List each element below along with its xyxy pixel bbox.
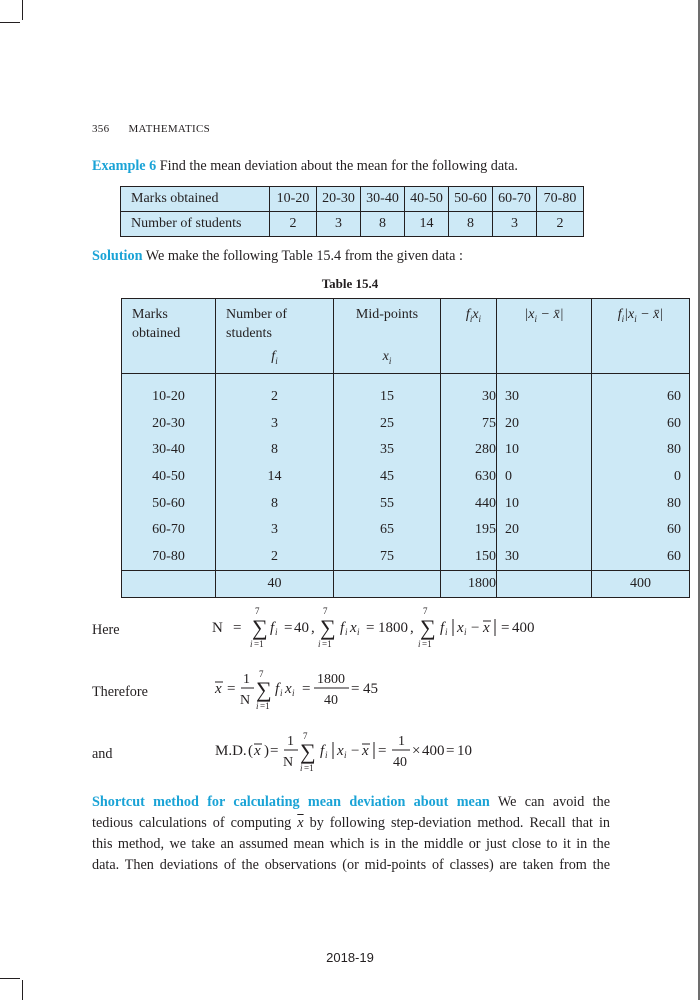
and-label: and (92, 746, 113, 762)
shortcut-title: Shortcut method for calculating mean deviation about mean (92, 794, 490, 810)
table-cell: 0 (592, 464, 690, 491)
table-cell: 3 (216, 411, 334, 438)
table-cell: 60 (592, 544, 690, 571)
table-cell: 2 (216, 374, 334, 411)
svg-text:N: N (283, 755, 294, 770)
footer-year: 2018-19 (326, 950, 374, 965)
svg-text:i: i (275, 627, 278, 637)
page-number: 356 (92, 123, 110, 135)
header-marks (122, 299, 216, 374)
table-cell: 30-40 (361, 187, 405, 212)
table-cell: 25 (334, 411, 441, 438)
svg-text:×: × (412, 743, 421, 759)
mean-formula (210, 666, 410, 714)
svg-text:i: i (344, 750, 347, 760)
svg-text:x: x (362, 743, 369, 759)
table-row (122, 517, 690, 544)
table-cell (497, 571, 592, 598)
table-row (122, 374, 690, 411)
table-cell: 80 (592, 437, 690, 464)
svg-text:f: f (270, 620, 275, 636)
svg-text:=: = (446, 743, 455, 759)
xbar-symbol: $\overline{x}$ (297, 815, 304, 831)
svg-text:∑: ∑ (256, 677, 272, 702)
svg-text:=: = (366, 620, 375, 636)
table-cell: 75 (441, 411, 497, 438)
svg-text:7: 7 (303, 731, 308, 741)
svg-text:=: = (351, 681, 360, 697)
md-result: 10 (457, 743, 472, 759)
md-denominator: 40 (393, 755, 407, 770)
table-cell: 30 (497, 374, 592, 411)
table-cell: 30 (497, 544, 592, 571)
table-cell: 630 (441, 464, 497, 491)
table-cell: 10 (497, 437, 592, 464)
solution-statement (92, 246, 463, 267)
total-students: 40 (216, 571, 334, 598)
table-cell: 30 (441, 374, 497, 411)
svg-text:7: 7 (255, 606, 260, 616)
svg-text:7: 7 (323, 606, 328, 616)
paragraph-line: this method, we take an assumed mean which is in the middle or just close to it in the (92, 836, 610, 852)
frequency-table (121, 298, 690, 598)
table-row (122, 544, 690, 571)
table-cell: 30-40 (122, 437, 216, 464)
table-total-row (122, 571, 690, 598)
table-row (122, 464, 690, 491)
svg-text:i: i (318, 639, 321, 649)
table-row (122, 437, 690, 464)
svg-text:x: x (337, 743, 344, 759)
svg-text:−: − (351, 743, 360, 759)
svg-text:): ) (264, 743, 269, 759)
svg-text:=1: =1 (260, 701, 270, 711)
svg-text:=: = (227, 681, 236, 697)
crop-mark (0, 22, 20, 23)
table-cell: 10-20 (122, 374, 216, 411)
example-label: Example 6 (92, 158, 157, 174)
running-header (92, 123, 210, 135)
table-cell: 3 (493, 212, 537, 237)
svg-text:x: x (285, 681, 292, 697)
svg-text:N: N (240, 693, 251, 708)
svg-text:N: N (212, 620, 223, 636)
table-header-row (122, 299, 690, 374)
table-cell: 40-50 (405, 187, 449, 212)
paragraph-text: by following step-deviation method. Recall that in (309, 815, 611, 831)
svg-text:∑: ∑ (252, 615, 268, 640)
svg-text:=: = (501, 620, 510, 636)
mean-deviation-formula (212, 728, 512, 776)
svg-text:−: − (471, 620, 480, 636)
table-cell: 35 (334, 437, 441, 464)
table-cell: 60-70 (122, 517, 216, 544)
svg-text:x: x (483, 620, 490, 636)
table-cell: 50-60 (449, 187, 493, 212)
therefore-label: Therefore (92, 684, 148, 700)
crop-mark (0, 978, 20, 979)
paragraph-text: We can avoid the (497, 794, 611, 810)
table-cell: 20-30 (317, 187, 361, 212)
svg-text:1: 1 (243, 672, 250, 687)
table-cell: 8 (216, 437, 334, 464)
total-fdev: 400 (592, 571, 690, 598)
svg-text:,: , (410, 620, 414, 636)
table-cell: 2 (216, 544, 334, 571)
svg-text:M.D.: M.D. (215, 743, 247, 759)
table-cell: 150 (441, 544, 497, 571)
table-cell: 8 (449, 212, 493, 237)
table-row (121, 212, 584, 237)
here-formula (200, 602, 560, 650)
table-cell: 20 (497, 517, 592, 544)
example-text: Find the mean deviation about the mean for the following data. (159, 158, 518, 174)
table-cell: 40-50 (122, 464, 216, 491)
svg-text:1: 1 (287, 734, 294, 749)
row-label: Marks obtained (121, 187, 270, 212)
svg-text:∑: ∑ (320, 615, 336, 640)
svg-text:i: i (300, 763, 303, 773)
table-cell: 60 (592, 411, 690, 438)
solution-text: We make the following Table 15.4 from the given data : (145, 248, 463, 264)
svg-text:f: f (440, 620, 445, 636)
table-row (122, 411, 690, 438)
table-cell: 15 (334, 374, 441, 411)
mean-result: 45 (363, 681, 378, 697)
svg-text:=: = (378, 743, 387, 759)
section-title: MATHEMATICS (128, 123, 210, 135)
header-symbol: $f_i$ (271, 349, 278, 366)
table-cell: 195 (441, 517, 497, 544)
svg-text:=1: =1 (422, 639, 432, 649)
table-cell: 20-30 (122, 411, 216, 438)
total-fx: 1800 (441, 571, 497, 598)
svg-text:x: x (350, 620, 357, 636)
svg-text:i: i (250, 639, 253, 649)
data-table (120, 186, 584, 237)
svg-text:i: i (345, 627, 348, 637)
table-cell: 55 (334, 490, 441, 517)
table-cell: 14 (405, 212, 449, 237)
svg-text:x: x (457, 620, 464, 636)
header-students (216, 299, 334, 374)
svg-text:∑: ∑ (300, 739, 316, 764)
shortcut-paragraph (92, 792, 610, 876)
table-cell: 65 (334, 517, 441, 544)
svg-text:(: ( (248, 743, 253, 759)
svg-text:7: 7 (423, 606, 428, 616)
table-cell: 20 (497, 411, 592, 438)
paragraph-line: data. Then deviations of the observations (or mid-points of classes) are taken from the (92, 857, 610, 873)
md-factor: 400 (422, 743, 445, 759)
table-cell: 3 (317, 212, 361, 237)
table-cell: 70-80 (537, 187, 584, 212)
solution-label: Solution (92, 248, 143, 264)
svg-text:i: i (418, 639, 421, 649)
table-cell: 60-70 (493, 187, 537, 212)
svg-text:7: 7 (259, 669, 264, 679)
crop-mark (22, 980, 23, 1000)
table-cell: 14 (216, 464, 334, 491)
table-cell (122, 571, 216, 598)
here-label: Here (92, 622, 120, 638)
table-cell: 75 (334, 544, 441, 571)
table-cell: 45 (334, 464, 441, 491)
paragraph-text: tedious calculations of computing (92, 815, 292, 831)
svg-text:=1: =1 (254, 639, 264, 649)
svg-text:=1: =1 (304, 763, 314, 773)
table-cell: 60 (592, 517, 690, 544)
header-f-deviation: $f_i|x_i$ − x̄| (592, 299, 690, 374)
example-statement (92, 156, 518, 177)
svg-text:x: x (215, 681, 222, 697)
mean-numerator: 1800 (317, 672, 345, 687)
header-fx: $f_ix_i$ (441, 299, 497, 374)
here-n-sum: 40 (294, 620, 309, 636)
svg-text:x: x (254, 743, 261, 759)
table-cell: 0 (497, 464, 592, 491)
svg-text:i: i (292, 688, 295, 698)
table-cell: 10-20 (270, 187, 317, 212)
svg-text:i: i (357, 627, 360, 637)
table-cell (334, 571, 441, 598)
table-cell: 2 (270, 212, 317, 237)
svg-text:∑: ∑ (420, 615, 436, 640)
svg-text:,: , (311, 620, 315, 636)
svg-text:=: = (284, 620, 293, 636)
header-midpoints (334, 299, 441, 374)
svg-text:f: f (340, 620, 345, 636)
svg-text:=1: =1 (322, 639, 332, 649)
svg-text:i: i (280, 688, 283, 698)
paragraph-line (92, 813, 610, 834)
header-label: Marks obtained (132, 307, 181, 341)
here-fdev-sum: 400 (512, 620, 535, 636)
crop-mark (22, 0, 23, 20)
table-cell: 50-60 (122, 490, 216, 517)
table-cell: 8 (361, 212, 405, 237)
here-fx-sum: 1800 (378, 620, 408, 636)
svg-text:i: i (325, 750, 328, 760)
row-label: Number of students (121, 212, 270, 237)
table-cell: 8 (216, 490, 334, 517)
table-cell: 10 (497, 490, 592, 517)
table-caption: Table 15.4 (321, 276, 379, 291)
svg-text:i: i (445, 627, 448, 637)
table-cell: 70-80 (122, 544, 216, 571)
header-deviation: $|x_i$ − x̄| (497, 299, 592, 374)
svg-text:i: i (464, 627, 467, 637)
svg-text:1: 1 (398, 734, 405, 749)
table-row (121, 187, 584, 212)
svg-text:f: f (275, 681, 280, 697)
table-cell: 2 (537, 212, 584, 237)
header-label: Mid-points (355, 307, 419, 322)
paragraph-line (92, 792, 610, 813)
svg-text:i: i (256, 701, 259, 711)
svg-text:f: f (320, 743, 325, 759)
table-cell: 280 (441, 437, 497, 464)
table-cell: 60 (592, 374, 690, 411)
svg-text:=: = (302, 681, 311, 697)
table-cell: 80 (592, 490, 690, 517)
header-label: Number of students (226, 307, 288, 341)
svg-text:=: = (233, 620, 242, 636)
table-row (122, 490, 690, 517)
mean-denominator: 40 (324, 693, 338, 708)
header-symbol: $x_i$ (382, 349, 392, 366)
svg-text:=: = (270, 743, 279, 759)
table-cell: 440 (441, 490, 497, 517)
table-cell: 3 (216, 517, 334, 544)
